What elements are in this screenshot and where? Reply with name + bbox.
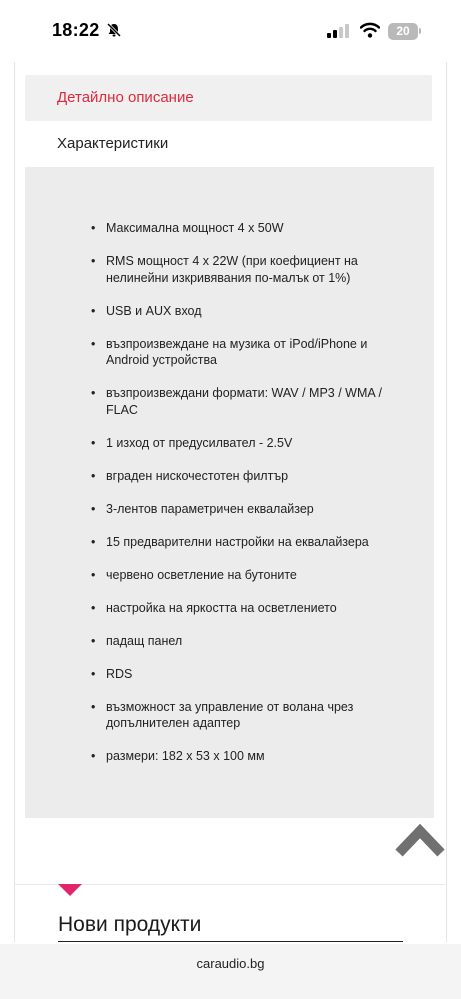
section-marker <box>58 884 82 896</box>
signal-icon <box>327 24 349 43</box>
spec-item: • USB и AUX вход <box>91 303 202 318</box>
chevron-up-icon <box>394 822 446 858</box>
tab-specifications-label: Характеристики <box>57 135 169 152</box>
spec-item: • 15 предварителни настройки на еквалайзера <box>91 534 369 549</box>
bell-slash-icon <box>106 22 122 43</box>
spec-item: • червено осветление на бутоните <box>91 567 297 582</box>
spec-item: • възпроизвеждани формати: WAV / MP3 / WMA / FLAC <box>91 386 382 417</box>
battery-cap <box>419 28 421 34</box>
spec-item: • възможност за управление от волана чрез допълнителен адаптер <box>91 699 354 730</box>
title-underline <box>58 941 403 942</box>
spec-item: • вграден нискочестотен филтър <box>91 468 289 483</box>
spec-item: • RMS мощност 4 x 22W (при коефициент на нелинейни изкривявания по-малък от 1%) <box>91 254 358 285</box>
wifi-icon <box>360 22 380 43</box>
spec-item: • възпроизвеждане на музика от iPod/iPhone и Android устройства <box>91 336 368 367</box>
spec-item: • 1 изход от предусилвател - 2.5V <box>91 435 293 450</box>
browser-url-bar[interactable] <box>0 944 461 999</box>
tab-description-label: Детайлно описание <box>57 89 194 106</box>
tab-description[interactable] <box>25 75 432 121</box>
status-bar <box>0 0 461 62</box>
scroll-to-top-button[interactable] <box>394 822 446 858</box>
spec-item: • размери: 182 x 53 x 100 мм <box>91 749 265 763</box>
spec-item: • RDS <box>91 666 133 681</box>
spec-item: • настройка на яркостта на осветлението <box>91 600 337 615</box>
spec-item: • падащ панел <box>91 633 183 648</box>
spec-item: • 3-лентов параметричен еквалайзер <box>91 501 314 516</box>
battery-icon: 20 <box>388 23 418 40</box>
specs-panel <box>25 167 434 818</box>
spec-item: • Максимална мощност 4 x 50W <box>91 221 284 235</box>
url-text: caraudio.bg <box>196 956 265 971</box>
tab-specifications[interactable] <box>25 121 432 167</box>
specs-list <box>91 220 391 781</box>
status-time: 18:22 <box>52 20 100 40</box>
new-products-title: Нови продукти <box>58 913 202 936</box>
